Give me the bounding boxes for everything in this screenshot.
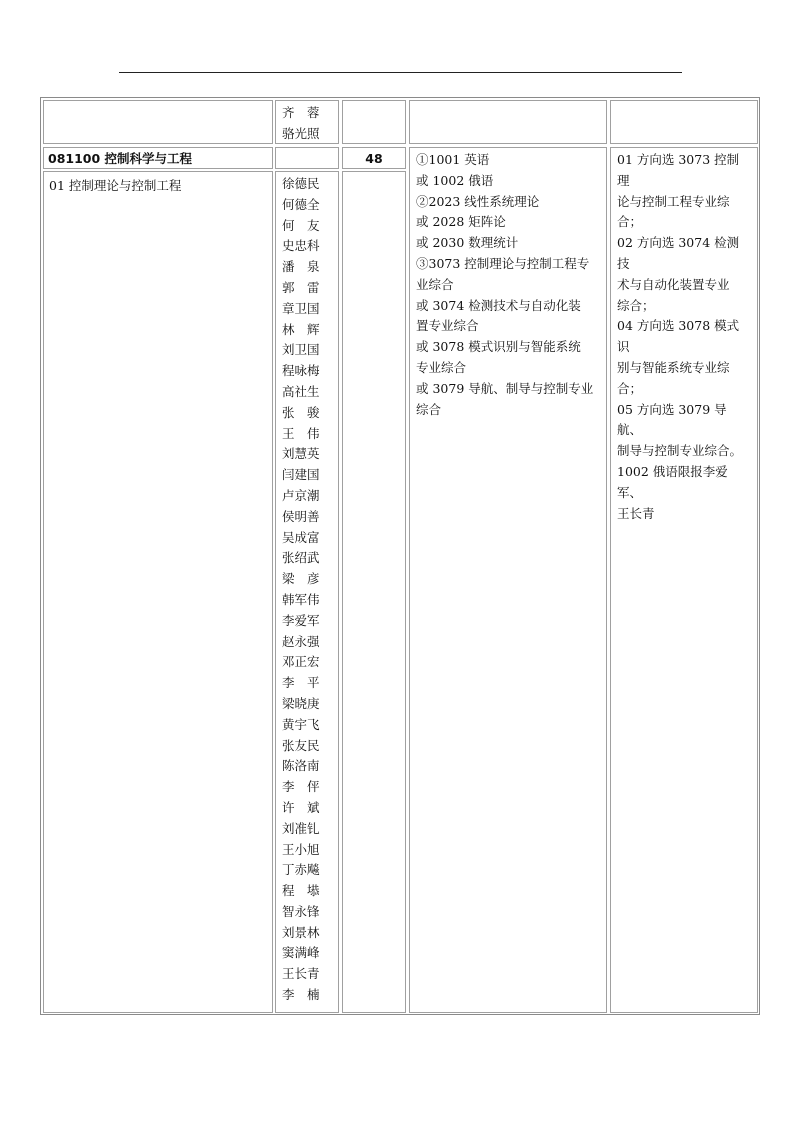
advisor-name: 郭 雷	[282, 279, 320, 295]
advisor-name: 何 友	[282, 217, 320, 233]
advisor-name: 李爱军	[282, 612, 320, 628]
advisor-name: 刘卫国	[282, 342, 320, 358]
advisor-name: 黄宇飞	[282, 716, 320, 732]
remark-line: 论与控制工程专业综	[617, 193, 730, 209]
advisor-name: 梁晓庚	[282, 695, 320, 711]
exam-subject-line: 专业综合	[416, 359, 467, 375]
exam-subject-line: 或 2028 矩阵论	[416, 214, 506, 230]
major-code-name: 081100 控制科学与工程	[43, 147, 273, 169]
advisor-name: 史忠科	[282, 238, 320, 254]
exam-subject-line: 或 2030 数理统计	[416, 235, 519, 251]
advisor-name: 张绍武	[282, 550, 320, 566]
research-direction: 01 控制理论与控制工程	[43, 171, 273, 1013]
advisor-name: 王 伟	[282, 425, 320, 441]
top-row-enrollment-cell	[342, 100, 406, 144]
header-rule	[119, 72, 682, 73]
advisor-name: 李 平	[282, 675, 320, 691]
advisor-name: 吴成富	[282, 529, 320, 545]
remark-line: 01 方向选 3073 控制理	[617, 152, 740, 188]
advisor-name: 程 塨	[282, 883, 320, 899]
advisor-name: 丁赤飚	[282, 862, 320, 878]
advisor-name: 许 斌	[282, 799, 320, 815]
top-row-advisor-cell	[275, 100, 339, 144]
remark-line: 04 方向选 3078 模式识	[617, 318, 740, 355]
remark-line: 术与自动化装置专业	[617, 276, 730, 292]
exam-subject-line: ②2023 线性系统理论	[416, 193, 540, 209]
advisor-name: 骆光照	[282, 125, 320, 141]
remark-line: 合；	[617, 380, 643, 396]
advisor-name: 潘 泉	[282, 259, 320, 275]
advisor-name: 徐德民	[282, 176, 320, 191]
top-row-code-cell	[43, 100, 273, 144]
exam-subject-line: 或 3078 模式识别与智能系统	[416, 339, 581, 355]
advisor-name: 李 伻	[282, 779, 320, 795]
advisor-name: 张友民	[282, 737, 320, 753]
advisor-name: 何德全	[282, 196, 320, 212]
advisor-name: 高社生	[282, 383, 320, 399]
advisor-name: 刘慧英	[282, 446, 320, 462]
advisor-name: 邓正宏	[282, 654, 320, 670]
remark-line: 合；	[617, 214, 643, 230]
direction-enrollment-cell	[342, 171, 406, 1013]
advisor-name: 智永锋	[282, 903, 320, 919]
advisor-name: 梁 彦	[282, 571, 320, 587]
exam-subject-line: ①1001 英语	[416, 152, 490, 167]
exam-subject-line: 业综合	[416, 276, 454, 292]
advisor-name: 陈洛南	[282, 758, 320, 774]
advisor-name: 卢京潮	[282, 487, 320, 503]
remarks	[610, 147, 758, 1013]
remark-line: 王长青	[617, 505, 655, 521]
advisor-name: 窦满峰	[282, 945, 320, 961]
remark-line: 1002 俄语限报李爱军、	[617, 463, 728, 500]
advisor-name: 赵永强	[282, 633, 320, 649]
exam-subject-line: 综合	[416, 401, 442, 417]
advisor-name: 程咏梅	[282, 363, 320, 379]
major-advisor-header-cell	[275, 147, 339, 169]
advisor-name: 章卫国	[282, 300, 320, 316]
exam-subject-line: 或 3074 检测技术与自动化装	[416, 297, 581, 313]
remark-line: 综合；	[617, 297, 655, 313]
advisor-name: 闫建国	[282, 467, 320, 483]
exam-subjects	[409, 147, 607, 1013]
top-row-remarks-cell	[610, 100, 758, 144]
advisor-name: 侯明善	[282, 508, 320, 524]
remark-line: 02 方向选 3074 检测技	[617, 235, 740, 271]
advisor-name: 齐 蓉	[282, 105, 320, 120]
advisor-name: 韩军伟	[282, 591, 320, 607]
top-row-exam-cell	[409, 100, 607, 144]
exam-subject-line: ③3073 控制理论与控制工程专	[416, 255, 590, 271]
remark-line: 05 方向选 3079 导航、	[617, 401, 727, 438]
remark-line: 制导与控制专业综合。	[617, 443, 743, 459]
advisor-name: 刘准钆	[282, 820, 320, 836]
advisor-name: 张 骏	[282, 404, 320, 420]
exam-subject-line: 或 1002 俄语	[416, 172, 494, 188]
exam-subject-line: 或 3079 导航、制导与控制专业	[416, 380, 594, 396]
remark-line: 别与智能系统专业综	[617, 359, 730, 375]
program-table	[40, 97, 760, 1015]
advisor-name: 林 辉	[282, 321, 320, 337]
advisor-name: 李 楠	[282, 987, 320, 1003]
advisor-name: 王小旭	[282, 841, 320, 857]
advisor-name: 王长青	[282, 966, 320, 982]
major-enrollment: 48	[342, 147, 406, 169]
advisor-list	[275, 171, 339, 1013]
exam-subject-line: 置专业综合	[416, 318, 479, 334]
advisor-name: 刘景林	[282, 924, 320, 940]
